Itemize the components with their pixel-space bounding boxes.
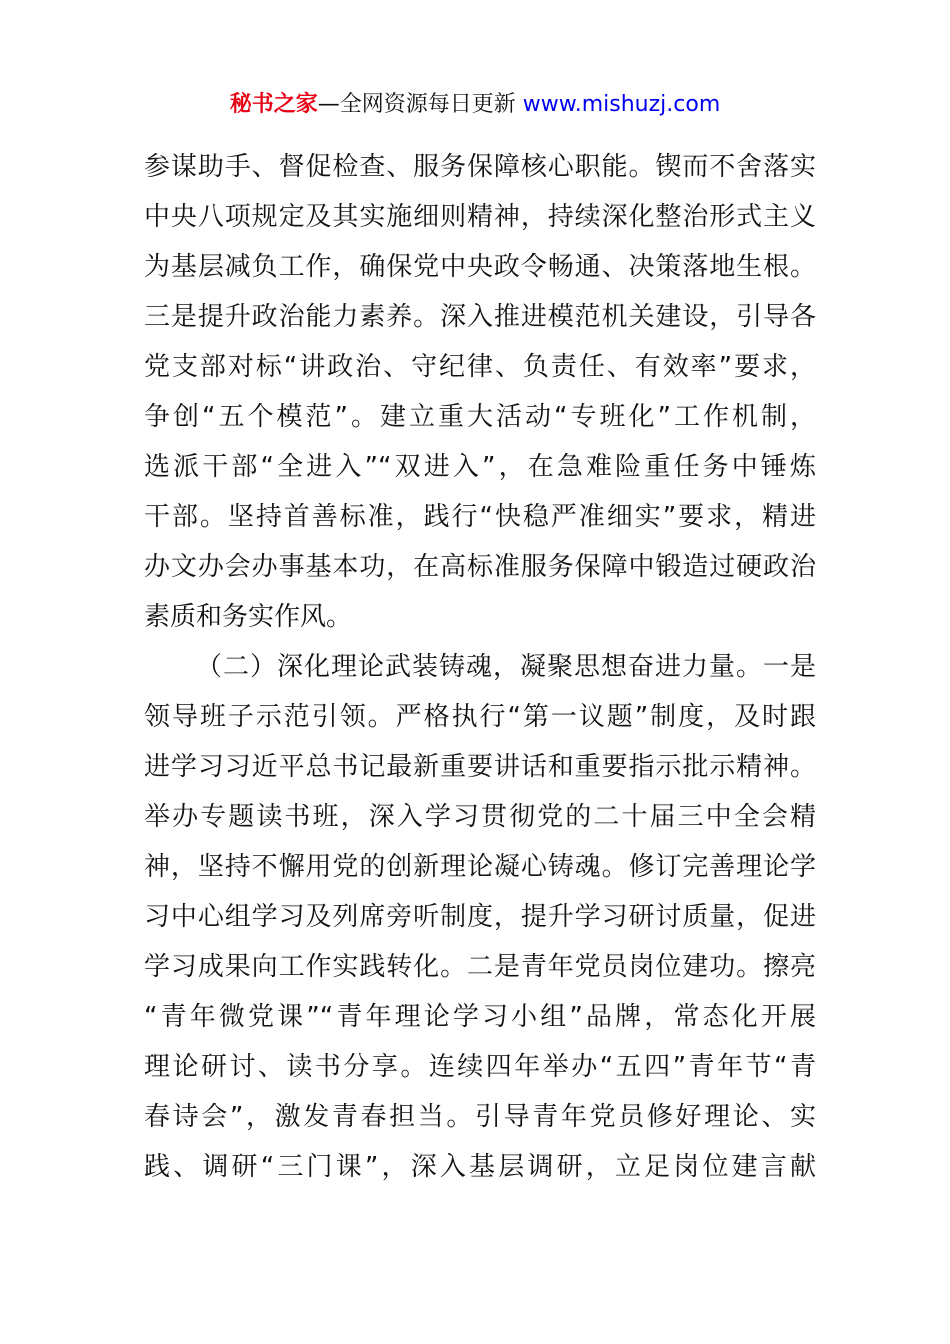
- text-line: 干部。坚持首善标准，践行“快稳严准细实”要求，精进: [144, 502, 816, 532]
- text-line: “青年微党课”“青年理论学习小组”品牌，常态化开展: [144, 1002, 816, 1032]
- text-line: 中央八项规定及其实施细则精神，持续深化整治形式主义: [144, 202, 816, 232]
- site-brand: 秘书之家: [229, 92, 318, 117]
- page-header: [0, 88, 950, 122]
- section-heading-line: （二）深化理论武装铸魂，凝聚思想奋进力量。一是: [196, 652, 816, 682]
- text-line: 三是提升政治能力素养。深入推进模范机关建设，引导各: [144, 302, 816, 332]
- text-line: 进学习习近平总书记最新重要讲话和重要指示批示精神。: [144, 752, 816, 782]
- text-line: 神，坚持不懈用党的创新理论凝心铸魂。修订完善理论学: [144, 852, 816, 882]
- text-line: 理论研讨、读书分享。连续四年举办“五四”青年节“青: [144, 1052, 816, 1082]
- text-line: 举办专题读书班，深入学习贯彻党的二十届三中全会精: [144, 802, 816, 832]
- text-line: 学习成果向工作实践转化。二是青年党员岗位建功。擦亮: [144, 952, 816, 982]
- text-line: 为基层减负工作，确保党中央政令畅通、决策落地生根。: [144, 252, 816, 282]
- text-line: 党支部对标“讲政治、守纪律、负责任、有效率”要求，: [144, 352, 816, 382]
- site-url-link[interactable]: www.mishuzj.com: [522, 92, 721, 117]
- text-line: 领导班子示范引领。严格执行“第一议题”制度，及时跟: [144, 702, 816, 732]
- site-tagline: —全网资源每日更新: [317, 92, 523, 117]
- document-body: [144, 142, 816, 1192]
- text-line: 习中心组学习及列席旁听制度，提升学习研讨质量，促进: [144, 902, 816, 932]
- text-line: 春诗会”，激发青春担当。引导青年党员修好理论、实: [144, 1102, 816, 1132]
- text-line: 选派干部“全进入”“双进入”，在急难险重任务中锤炼: [144, 452, 816, 482]
- text-line: 参谋助手、督促检查、服务保障核心职能。锲而不舍落实: [144, 152, 816, 182]
- text-line: 践、调研“三门课”，深入基层调研，立足岗位建言献: [144, 1152, 816, 1182]
- text-line: 办文办会办事基本功，在高标准服务保障中锻造过硬政治: [144, 552, 816, 582]
- text-line: 素质和务实作风。: [144, 602, 353, 632]
- text-line: 争创“五个模范”。建立重大活动“专班化”工作机制，: [144, 402, 816, 432]
